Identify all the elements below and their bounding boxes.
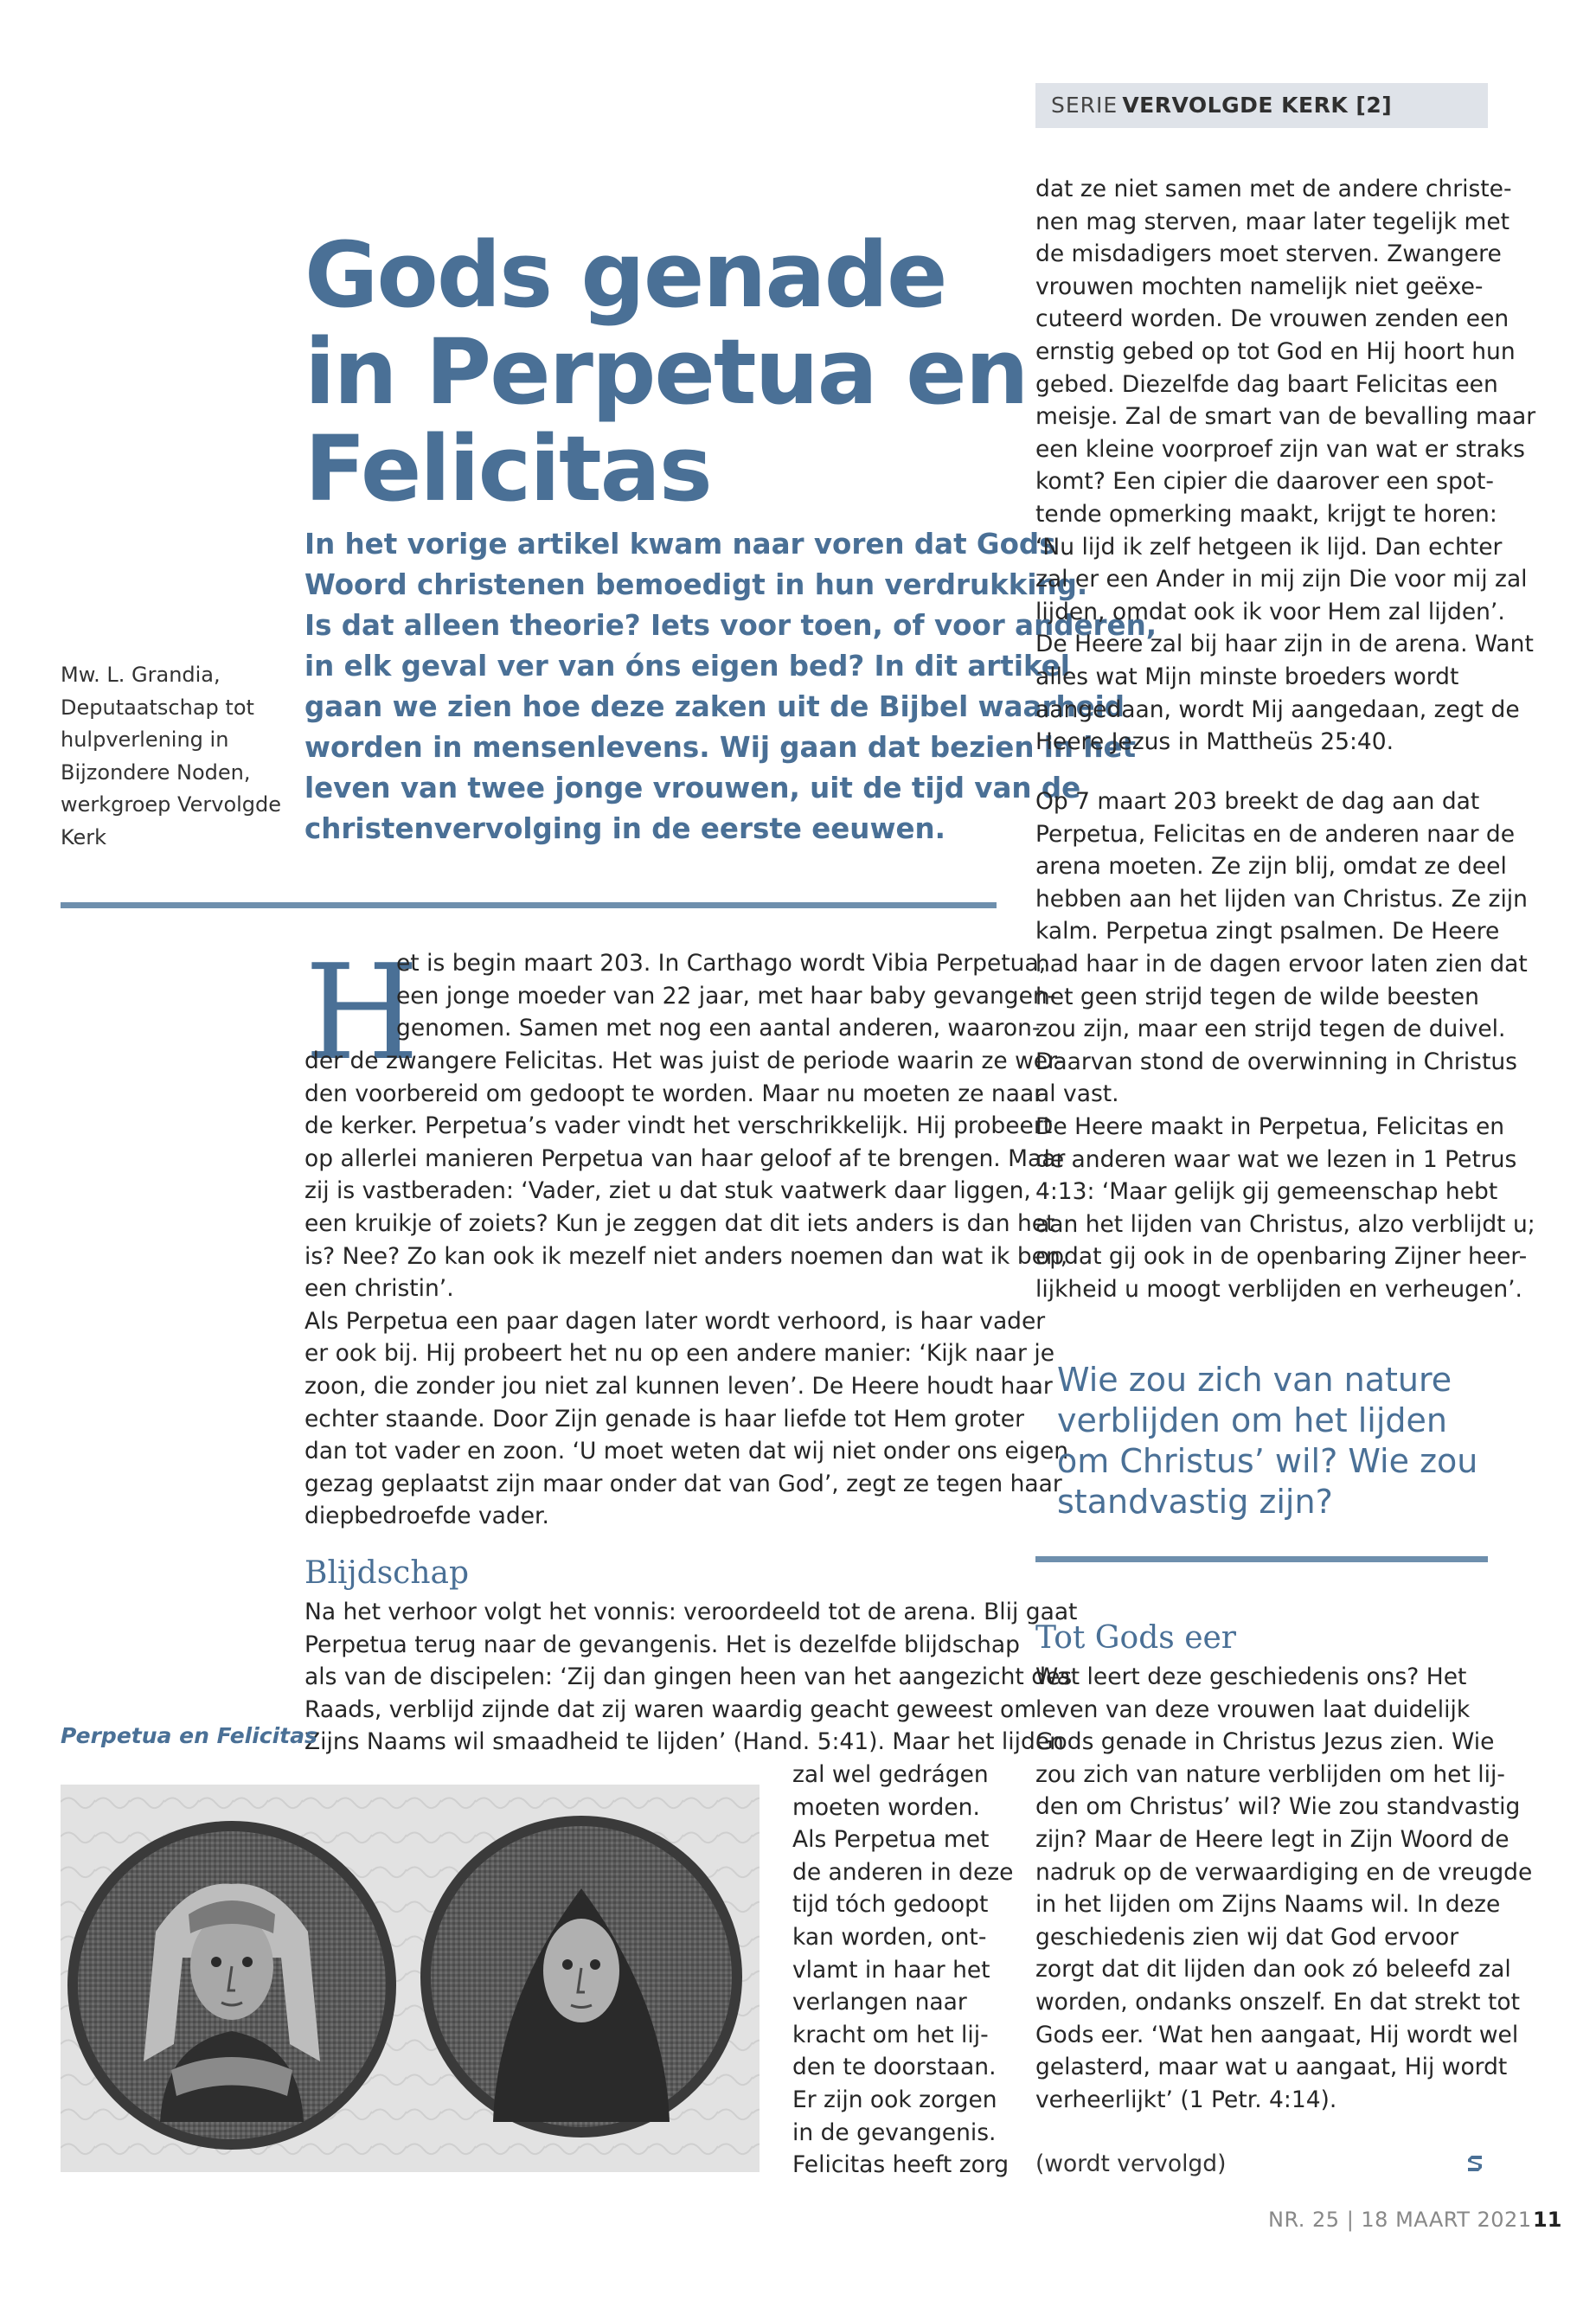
body-line: dat ze niet samen met de andere christe- bbox=[1035, 176, 1512, 202]
lead-line: leven van twee jonge vrouwen, uit de tijd van de bbox=[304, 772, 1081, 804]
body-line: nen mag sterven, maar later tegelijk met bbox=[1035, 208, 1510, 235]
body-line: de anderen waar wat we lezen in 1 Petrus bbox=[1035, 1145, 1517, 1173]
pull-quote-line: om Christus’ wil? Wie zou bbox=[1057, 1442, 1478, 1480]
body-column-1 bbox=[304, 1045, 1068, 1533]
body-line: er ook bij. Hij probeert het nu op een andere manier: ‘Kijk naar je bbox=[304, 1340, 1055, 1368]
body-line: het geen strijd tegen de wilde beesten bbox=[1035, 983, 1479, 1010]
body-line: et is begin maart 203. In Carthago wordt Vibia Perpetua, bbox=[396, 950, 1047, 977]
body-line: nadruk op de verwaardiging en de vreugde bbox=[1035, 1858, 1533, 1886]
subheading-blijdschap: Blijdschap bbox=[304, 1555, 470, 1591]
intro-paragraph bbox=[396, 947, 1055, 1045]
title-line: Gods genade bbox=[304, 222, 946, 328]
body-line: Perpetua terug naar de gevangenis. Het is dezelfde blijdschap bbox=[304, 1631, 1020, 1658]
body-column-right bbox=[1035, 173, 1535, 759]
series-name: VERVOLGDE KERK [2] bbox=[1122, 93, 1393, 118]
body-line: zoon, die zonder jou niet zal kunnen leven’. De Heere houdt haar bbox=[304, 1372, 1053, 1400]
author-line: Deputaatschap tot bbox=[61, 695, 254, 720]
blijdschap-paragraph bbox=[304, 1596, 1077, 1759]
page-number: 11 bbox=[1533, 2208, 1562, 2232]
title-line: in Perpetua en bbox=[304, 319, 1028, 425]
author-line: Bijzondere Noden, bbox=[61, 760, 251, 785]
issue-footer: NR. 25 | 18 MAART 2021 bbox=[1268, 2208, 1532, 2232]
body-line: verheerlijkt’ (1 Petr. 4:14). bbox=[1035, 2086, 1337, 2113]
lead-line: worden in mensenlevens. Wij gaan dat bezien in het bbox=[304, 731, 1137, 764]
body-line: zou zijn, maar een strijd tegen de duivel. bbox=[1035, 1016, 1506, 1043]
body-line: worden, ondanks onszelf. En dat strekt tot bbox=[1035, 1988, 1520, 2016]
lead-line: in elk geval ver van óns eigen bed? In dit artikel bbox=[304, 650, 1070, 683]
body-line: zij is vastberaden: ‘Vader, ziet u dat stuk vaatwerk daar liggen, bbox=[304, 1177, 1031, 1205]
lead-line: gaan we zien hoe deze zaken uit de Bijbel waarheid bbox=[304, 690, 1125, 723]
body-line: geschiedenis zien wij dat God ervoor bbox=[1035, 1923, 1459, 1951]
body-line: gelasterd, maar wat u aangaat, Hij wordt bbox=[1035, 2054, 1508, 2081]
body-column-right-2 bbox=[1035, 785, 1535, 1306]
body-line: Raads, verblijd zijnde dat zij waren waardig geacht geweest om bbox=[304, 1695, 1037, 1723]
body-line: De Heere zal bij haar zijn in de arena. Want bbox=[1035, 631, 1534, 658]
lead-line: christenvervolging in de eerste eeuwen. bbox=[304, 812, 945, 845]
body-line: een jonge moeder van 22 jaar, met haar baby gevangen- bbox=[396, 982, 1056, 1009]
body-line: Na het verhoor volgt het vonnis: veroordeeld tot de arena. Blij gaat bbox=[304, 1599, 1078, 1625]
body-line: Daarvan stond de overwinning in Christus bbox=[1035, 1048, 1517, 1075]
body-line: 4:13: ‘Maar gelijk gij gemeenschap hebt bbox=[1035, 1178, 1498, 1206]
article-title bbox=[304, 222, 1028, 522]
mosaic-image bbox=[61, 1785, 760, 2172]
body-line: is? Nee? Zo kan ook ik mezelf niet anders noemen dan wat ik ben, bbox=[304, 1242, 1068, 1270]
author-info bbox=[61, 659, 285, 854]
body-line: De Heere maakt in Perpetua, Felicitas en bbox=[1035, 1112, 1505, 1140]
title-line: Felicitas bbox=[304, 416, 711, 522]
body-line: den om Christus’ wil? Wie zou standvastig bbox=[1035, 1793, 1521, 1821]
body-line: kan worden, ont- bbox=[792, 1923, 987, 1951]
body-line: zal wel gedrágen bbox=[792, 1761, 989, 1788]
series-tag bbox=[1035, 83, 1488, 128]
tot-gods-eer-paragraph bbox=[1035, 1661, 1532, 2116]
body-line: tende opmerking maakt, krijgt te horen: bbox=[1035, 500, 1497, 528]
body-line: tijd tóch gedoopt bbox=[792, 1891, 989, 1919]
series-label: SERIE bbox=[1051, 93, 1118, 118]
body-line: zijn? Maar de Heere legt in Zijn Woord de bbox=[1035, 1825, 1509, 1853]
author-line: hulpverlening in bbox=[61, 727, 229, 752]
body-line: alles wat Mijn minste broeders wordt bbox=[1035, 663, 1459, 690]
end-mark-icon bbox=[1465, 2152, 1485, 2175]
body-line: gebed. Diezelfde dag baart Felicitas een bbox=[1035, 370, 1498, 398]
body-line: een kruikje of zoiets? Kun je zeggen dat dit iets anders is dan het bbox=[304, 1209, 1055, 1237]
continued-note bbox=[1035, 2148, 1226, 2181]
body-line: moeten worden. bbox=[792, 1793, 980, 1821]
pull-quote-divider bbox=[1035, 1556, 1488, 1562]
body-line: Er zijn ook zorgen bbox=[792, 2086, 997, 2113]
body-line: Op 7 maart 203 breekt de dag aan dat bbox=[1035, 788, 1480, 815]
body-line: Heere Jezus in Mattheüs 25:40. bbox=[1035, 728, 1394, 756]
body-line: in het lijden om Zijns Naams wil. In deze bbox=[1035, 1891, 1501, 1919]
body-line: cuteerd worden. De vrouwen zenden een bbox=[1035, 305, 1509, 333]
pull-quote-line: verblijden om het lijden bbox=[1057, 1401, 1447, 1439]
article-lead bbox=[304, 524, 1157, 849]
body-narrow-column bbox=[792, 1759, 1013, 2182]
body-line: Perpetua, Felicitas en de anderen naar de bbox=[1035, 820, 1516, 848]
body-line: dan tot vader en zoon. ‘U moet weten dat wij niet onder ons eigen bbox=[304, 1438, 1069, 1465]
pull-quote bbox=[1057, 1360, 1490, 1522]
body-line: had haar in de dagen ervoor laten zien dat bbox=[1035, 950, 1528, 977]
body-line: ernstig gebed op tot God en Hij hoort hun bbox=[1035, 337, 1516, 365]
body-line: kalm. Perpetua zingt psalmen. De Heere bbox=[1035, 918, 1500, 945]
body-line: den te doorstaan. bbox=[792, 2054, 997, 2081]
body-line: echter staande. Door Zijn genade is haar liefde tot Hem groter bbox=[304, 1405, 1024, 1433]
body-line: Zijns Naams wil smaadheid te lijden’ (Hand. 5:41). Maar het lijden bbox=[304, 1728, 1064, 1756]
drop-cap: H bbox=[304, 936, 420, 1089]
body-line: zou zich van nature verblijden om het lij- bbox=[1035, 1760, 1505, 1788]
section-divider bbox=[61, 902, 997, 908]
body-line: zorgt dat dit lijden dan ook zó beleefd zal bbox=[1035, 1956, 1511, 1984]
body-line: verlangen naar bbox=[792, 1989, 967, 2016]
body-line: der de zwangere Felicitas. Het was juist de periode waarin ze wer- bbox=[304, 1048, 1064, 1074]
body-line: lijkheid u moogt verblijden en verheugen’. bbox=[1035, 1275, 1522, 1303]
body-line: kracht om het lij- bbox=[792, 2021, 989, 2048]
body-line: een kleine voorproef zijn van wat er straks bbox=[1035, 435, 1525, 463]
body-line: zal er een Ander in mij zijn Die voor mij zal bbox=[1035, 566, 1528, 593]
author-line: werkgroep Vervolgde bbox=[61, 792, 282, 817]
body-line: als van de discipelen: ‘Zij dan gingen heen van het aangezicht des bbox=[304, 1663, 1073, 1691]
lead-line: Is dat alleen theorie? Iets voor toen, of voor anderen, bbox=[304, 609, 1157, 642]
body-line: al vast. bbox=[1035, 1080, 1119, 1108]
body-line: de misdadigers moet sterven. Zwangere bbox=[1035, 240, 1502, 268]
image-caption: Perpetua en Felicitas bbox=[61, 1723, 317, 1748]
lead-line: In het vorige artikel kwam naar voren dat Gods bbox=[304, 528, 1056, 561]
body-line: Gods genade in Christus Jezus zien. Wie bbox=[1035, 1728, 1495, 1756]
body-line: aan het lijden van Christus, alzo verblijdt u; bbox=[1035, 1210, 1535, 1238]
continued-text: (wordt vervolgd) bbox=[1035, 2150, 1227, 2177]
author-line: Mw. L. Grandia, bbox=[61, 663, 221, 687]
body-line: Als Perpetua een paar dagen later wordt verhoord, is haar vader bbox=[304, 1307, 1046, 1335]
body-line: op allerlei manieren Perpetua van haar geloof af te brengen. Maar bbox=[304, 1144, 1066, 1172]
body-line: Gods eer. ‘Wat hen aangaat, Hij wordt wel bbox=[1035, 2021, 1519, 2048]
body-line: ‘Nu lijd ik zelf hetgeen ik lijd. Dan echter bbox=[1035, 533, 1503, 561]
lead-line: Woord christenen bemoedigt in hun verdrukking. bbox=[304, 568, 1088, 601]
body-line: genomen. Samen met nog een aantal anderen, waaron- bbox=[396, 1015, 1041, 1042]
mosaic-illustration bbox=[61, 1785, 760, 2172]
body-line: Felicitas heeft zorg bbox=[792, 2151, 1010, 2179]
body-line: den voorbereid om gedoopt te worden. Maar nu moeten ze naar bbox=[304, 1080, 1044, 1107]
body-line: meisje. Zal de smart van de bevalling maar bbox=[1035, 403, 1536, 431]
body-line: Als Perpetua met bbox=[792, 1826, 990, 1854]
body-line: een christin’. bbox=[304, 1275, 454, 1303]
body-line: opdat gij ook in de openbaring Zijner heer- bbox=[1035, 1243, 1528, 1271]
body-line: de anderen in deze bbox=[792, 1858, 1014, 1886]
body-line: arena moeten. Ze zijn blij, omdat ze deel bbox=[1035, 853, 1507, 881]
body-line: diepbedroefde vader. bbox=[304, 1503, 549, 1530]
body-line: leven van deze vrouwen laat duidelijk bbox=[1035, 1695, 1471, 1723]
body-line: hebben aan het lijden van Christus. Ze zijn bbox=[1035, 885, 1528, 913]
subheading-tot-gods-eer: Tot Gods eer bbox=[1035, 1620, 1237, 1656]
body-line: vlamt in haar het bbox=[792, 1956, 990, 1984]
body-line: aangedaan, wordt Mij aangedaan, zegt de bbox=[1035, 695, 1520, 723]
body-line: de kerker. Perpetua’s vader vindt het verschrikkelijk. Hij probeert bbox=[304, 1112, 1053, 1140]
author-line: Kerk bbox=[61, 824, 107, 849]
pull-quote-line: Wie zou zich van nature bbox=[1057, 1361, 1452, 1399]
body-line: Wat leert deze geschiedenis ons? Het bbox=[1035, 1663, 1467, 1690]
pull-quote-line: standvastig zijn? bbox=[1057, 1483, 1333, 1521]
body-line: gezag geplaatst zijn maar onder dat van God’, zegt ze tegen haar bbox=[304, 1470, 1062, 1497]
body-line: komt? Een cipier die daarover een spot- bbox=[1035, 468, 1494, 496]
body-line: in de gevangenis. bbox=[792, 2118, 997, 2146]
body-line: vrouwen mochten namelijk niet geëxe- bbox=[1035, 272, 1484, 300]
body-line: lijden, omdat ook ik voor Hem zal lijden’. bbox=[1035, 598, 1505, 625]
